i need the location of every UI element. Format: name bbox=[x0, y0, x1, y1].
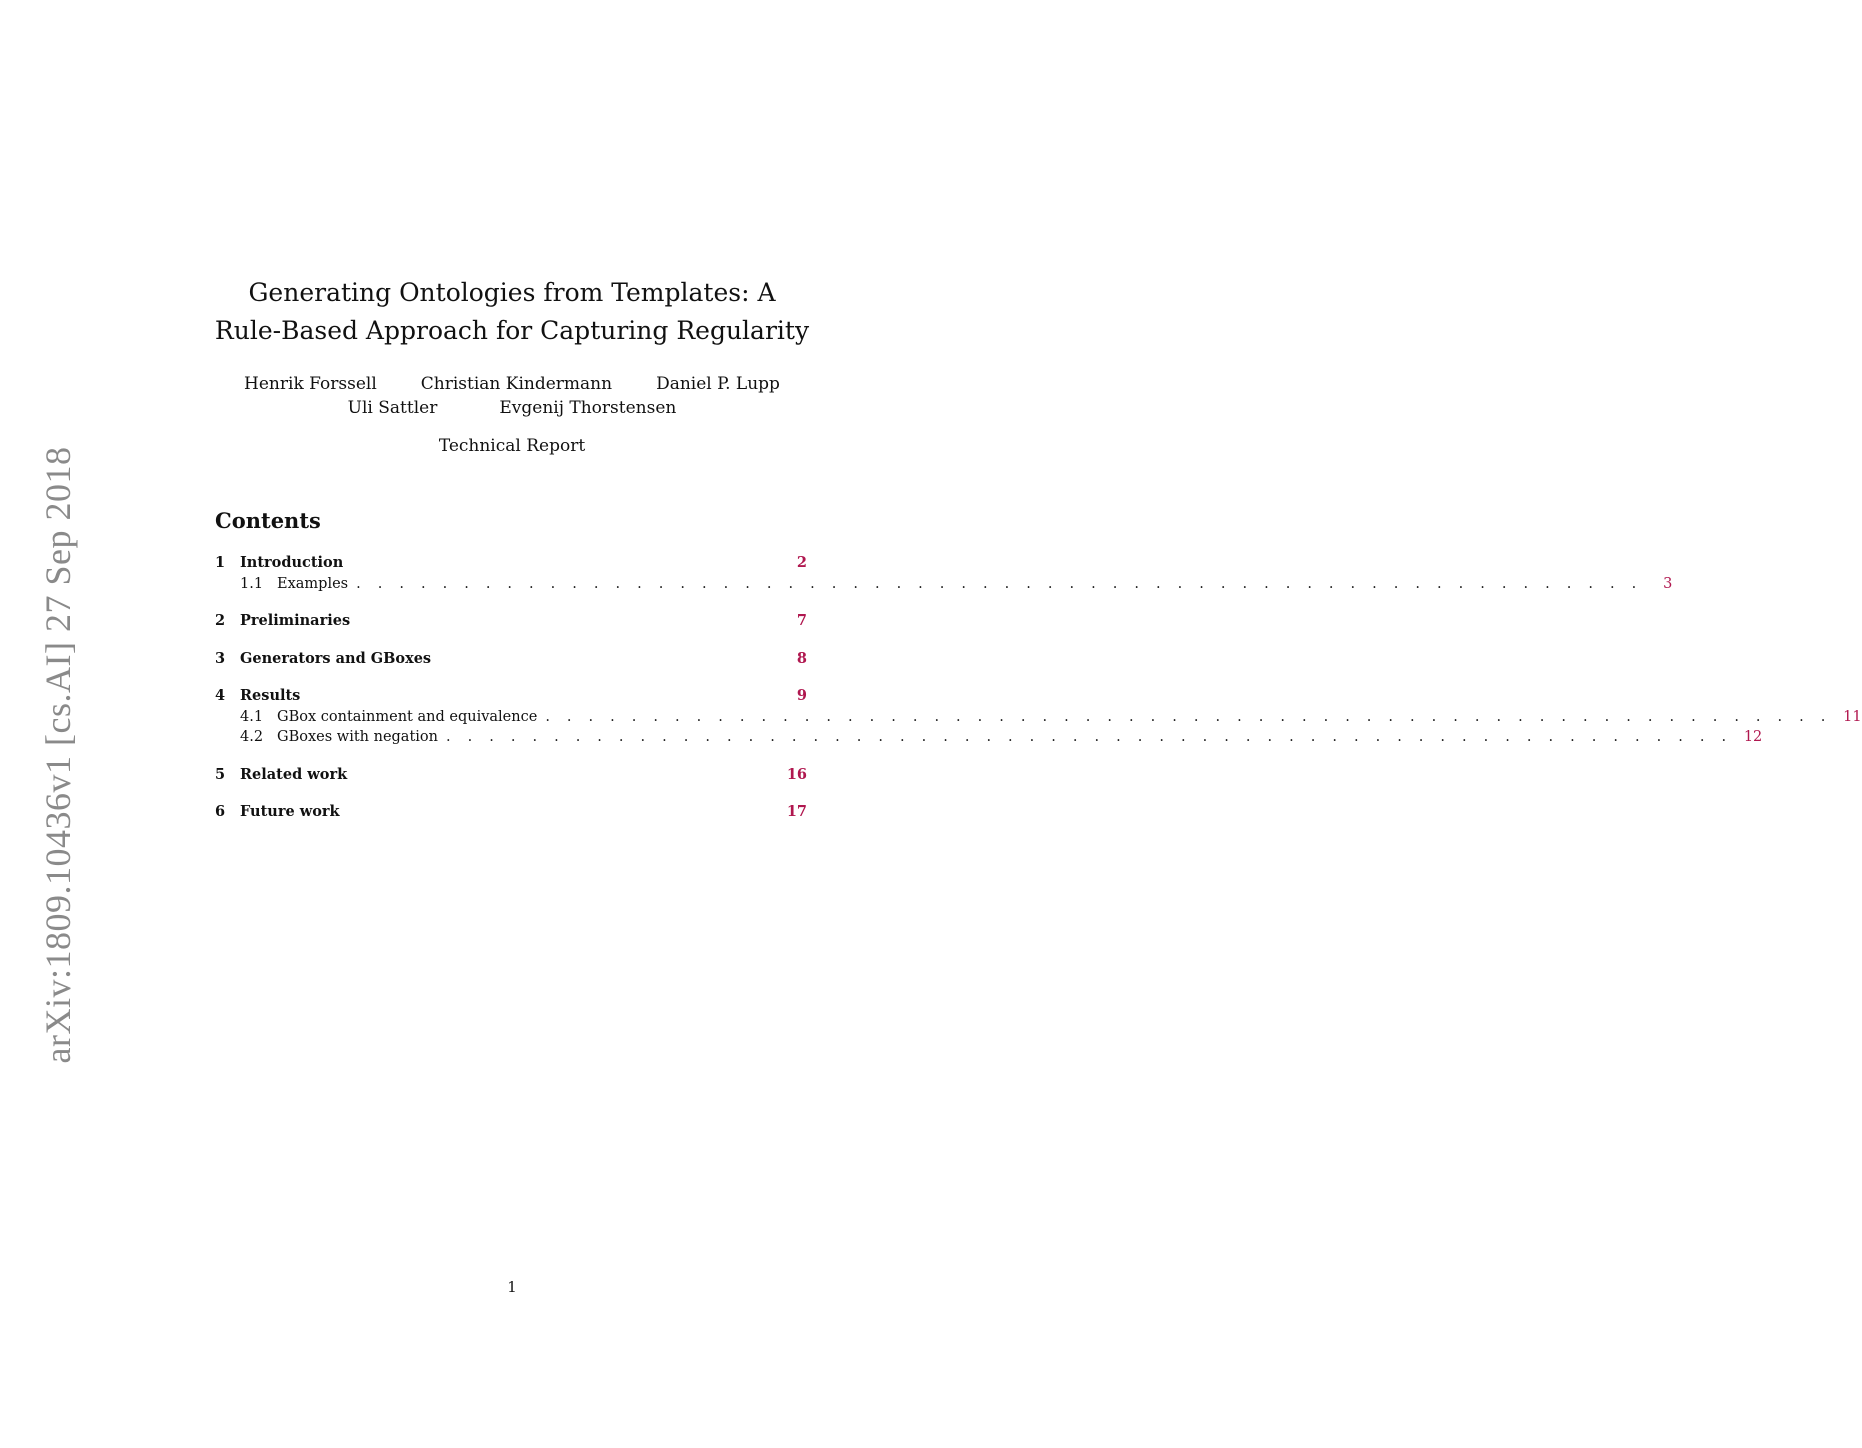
toc-entry-preliminaries[interactable] bbox=[215, 611, 807, 632]
paper-title-line-1: Generating Ontologies from Templates: A bbox=[248, 278, 776, 307]
author-name: Daniel P. Lupp bbox=[656, 374, 780, 394]
author-name: Evgenij Thorstensen bbox=[499, 398, 677, 418]
toc-page-link[interactable]: 9 bbox=[796, 687, 807, 704]
toc-page-link[interactable]: 17 bbox=[786, 803, 807, 820]
author-row-1 bbox=[0, 372, 1024, 396]
toc-page-link[interactable]: 3 bbox=[1663, 575, 1673, 592]
toc-entry-number: 1.1 bbox=[240, 575, 264, 592]
toc-entry-introduction[interactable] bbox=[215, 553, 807, 574]
paper-title-line-2: Rule-Based Approach for Capturing Regularity bbox=[214, 316, 810, 345]
toc-entry-future-work[interactable] bbox=[215, 802, 807, 823]
toc-entry-number: 4.2 bbox=[240, 729, 264, 745]
author-name: Christian Kindermann bbox=[420, 374, 613, 394]
toc-entry-label: Introduction bbox=[240, 554, 344, 571]
toc-entry-related-work[interactable] bbox=[215, 765, 807, 786]
arxiv-identifier-stamp: arXiv:1809.10436v1 [cs.AI] 27 Sep 2018 bbox=[38, 446, 78, 1064]
table-of-contents bbox=[215, 508, 1862, 840]
toc-subentry-examples[interactable] bbox=[215, 574, 1673, 595]
toc-leader-dots: . . . . . . . . . . . . . . . . . . . . . . . . . . . . . . . . . . . . . . . . . . . . . . . . . . . . . . . . . . . . bbox=[545, 708, 1832, 725]
toc-section bbox=[215, 611, 807, 632]
toc-section bbox=[215, 802, 807, 823]
toc-entry-label: Results bbox=[240, 687, 301, 704]
toc-page-link[interactable]: 2 bbox=[796, 554, 807, 571]
toc-page-link[interactable]: 8 bbox=[796, 649, 807, 667]
toc-entry-number: 2 bbox=[215, 612, 226, 629]
toc-heading: Contents bbox=[215, 508, 321, 533]
toc-leader-dots: . . . . . . . . . . . . . . . . . . . . . . . . . . . . . . . . . . . . . . . . . . . . . . . . . . . . . . . . . . . . bbox=[356, 575, 1643, 592]
toc-section bbox=[215, 765, 807, 786]
toc-section bbox=[215, 553, 1673, 594]
toc-section bbox=[215, 649, 807, 670]
toc-entry-number: 5 bbox=[215, 765, 226, 783]
toc-entry-label: Generators and GBoxes bbox=[240, 649, 432, 667]
toc-page-link[interactable]: 16 bbox=[786, 765, 807, 783]
toc-entry-number: 3 bbox=[215, 649, 226, 667]
toc-entry-number: 1 bbox=[215, 554, 226, 571]
author-row-2 bbox=[0, 396, 1024, 420]
toc-entry-generators-and-gboxes[interactable] bbox=[215, 649, 807, 670]
toc-entry-label: Future work bbox=[240, 803, 340, 820]
toc-page-link[interactable]: 12 bbox=[1743, 729, 1763, 745]
toc-subentry-gbox-containment[interactable] bbox=[215, 707, 1862, 728]
toc-entry-label: Examples bbox=[277, 575, 349, 592]
toc-section bbox=[215, 686, 1862, 748]
author-name: Uli Sattler bbox=[347, 398, 438, 418]
toc-entry-number: 4.1 bbox=[240, 708, 264, 725]
toc-entry-label: GBoxes with negation bbox=[277, 729, 438, 745]
toc-entry-number: 6 bbox=[215, 803, 226, 820]
toc-entry-label: GBox containment and equivalence bbox=[277, 708, 538, 725]
author-list bbox=[0, 372, 1024, 420]
toc-entry-label: Related work bbox=[240, 765, 348, 783]
author-name: Henrik Forssell bbox=[244, 374, 377, 394]
toc-page-link[interactable]: 11 bbox=[1843, 708, 1862, 725]
paper-title bbox=[0, 274, 1024, 350]
toc-entry-label: Preliminaries bbox=[240, 612, 351, 629]
toc-leader-dots: . . . . . . . . . . . . . . . . . . . . . . . . . . . . . . . . . . . . . . . . . . . . . . . . . . . . . . . . . . . . bbox=[445, 729, 1733, 745]
toc-subentry-gboxes-with-negation[interactable] bbox=[215, 727, 1763, 748]
toc-page-link[interactable]: 7 bbox=[796, 612, 807, 629]
toc-entry-results[interactable] bbox=[215, 686, 807, 707]
toc-entry-number: 4 bbox=[215, 687, 226, 704]
report-type: Technical Report bbox=[438, 436, 586, 456]
page-number: 1 bbox=[507, 1278, 517, 1296]
